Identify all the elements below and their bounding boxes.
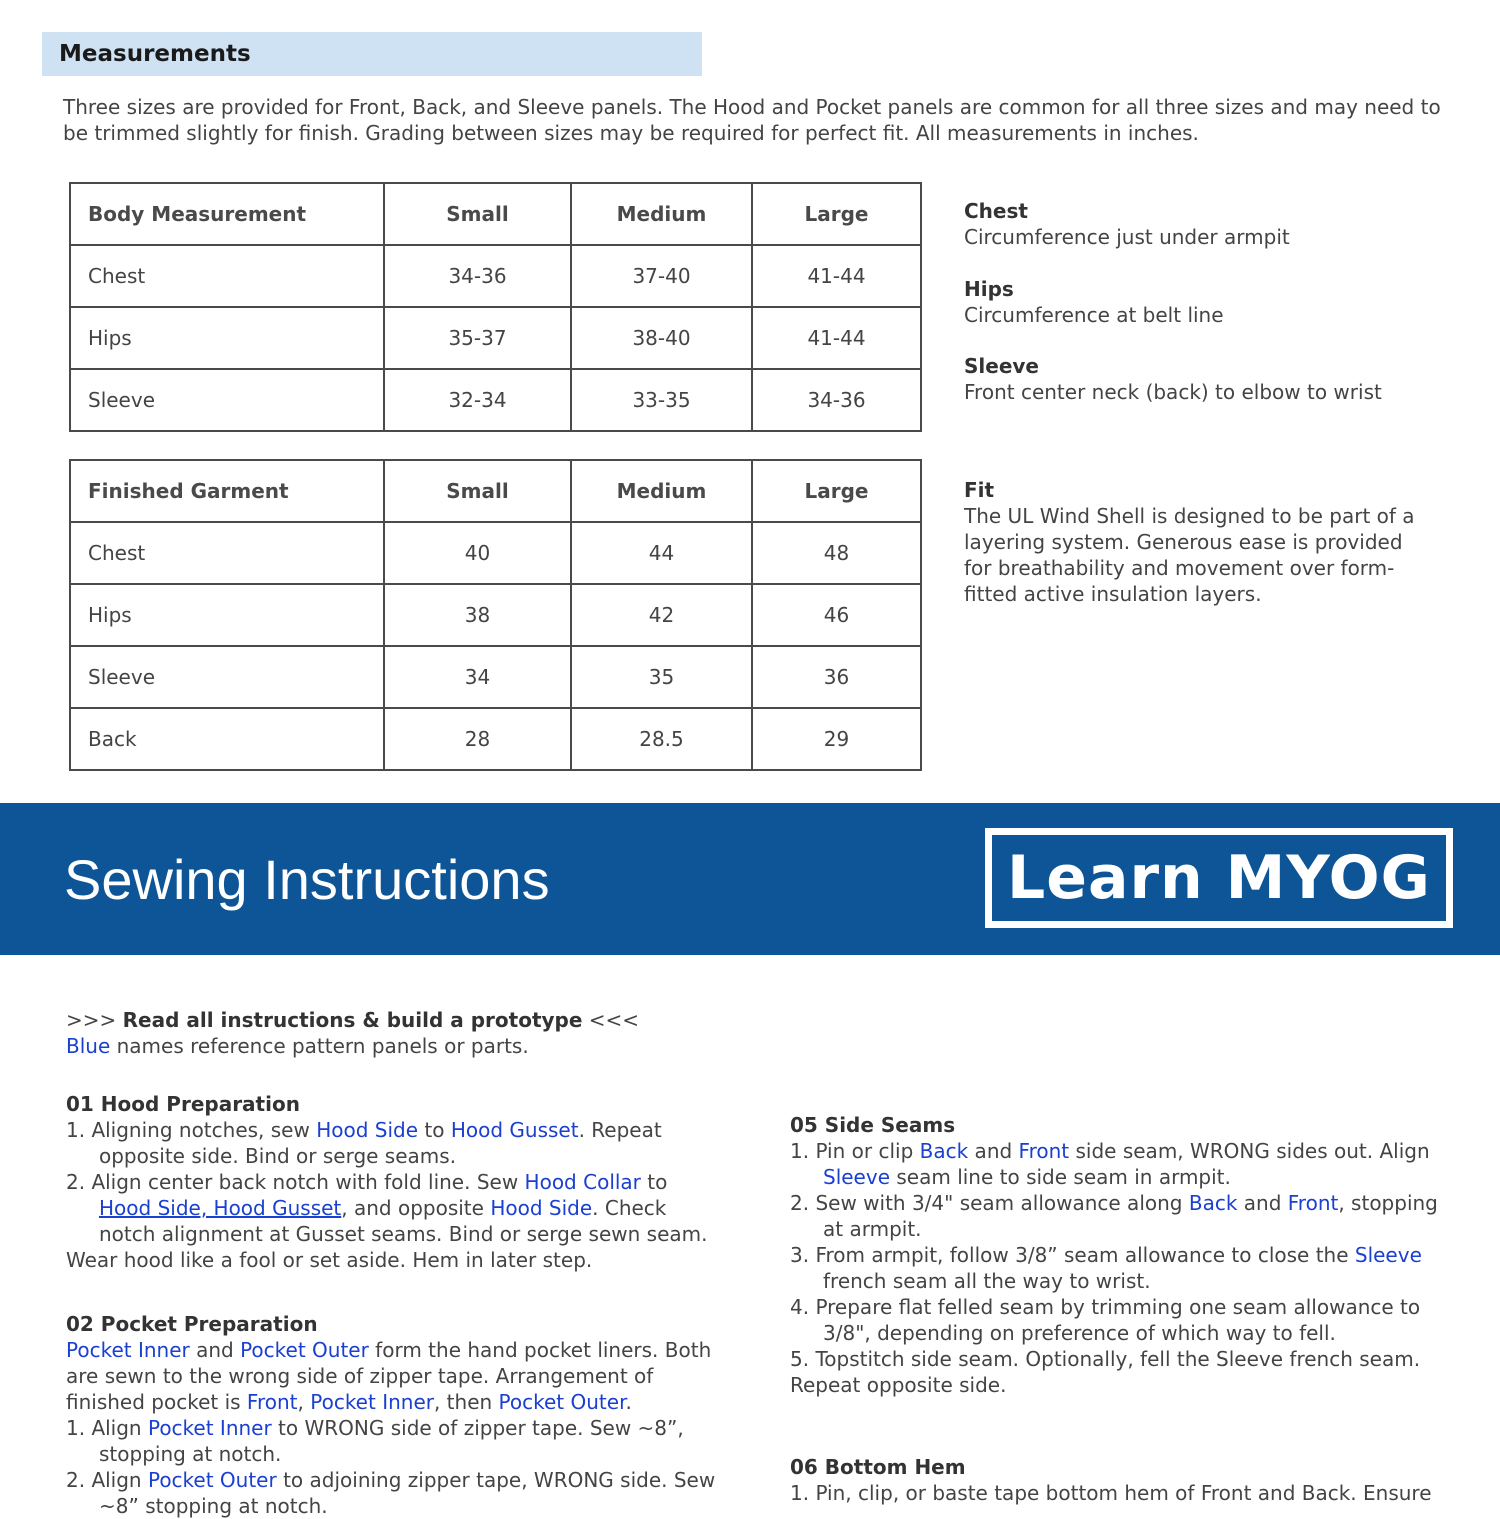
part-ref: Back bbox=[919, 1139, 969, 1163]
table-header-row bbox=[70, 460, 921, 522]
part-ref: Back bbox=[1188, 1191, 1238, 1215]
note-text: Circumference at belt line bbox=[964, 303, 1224, 327]
step-item: Wear hood like a fool or set aside. Hem in later step. bbox=[66, 1248, 593, 1272]
row-label: Hips bbox=[70, 307, 384, 369]
table-cell: 28 bbox=[384, 708, 571, 770]
bottom-hem-section bbox=[790, 1454, 1440, 1506]
part-ref: Hood Side, Hood Gusset bbox=[99, 1196, 342, 1220]
step-text: to adjoining zipper tape, WRONG side. Sew ~8” stopping at notch. bbox=[99, 1468, 716, 1518]
step-text: to bbox=[640, 1170, 668, 1194]
column-header: Small bbox=[384, 460, 571, 522]
part-ref: Hood Side bbox=[490, 1196, 593, 1220]
step-item bbox=[66, 1467, 716, 1519]
part-ref: Pocket Inner bbox=[310, 1390, 434, 1414]
note-text: Circumference just under armpit bbox=[964, 225, 1290, 249]
sewing-instructions-banner bbox=[0, 803, 1500, 955]
step-text: . bbox=[625, 1390, 632, 1414]
row-label: Sleeve bbox=[70, 646, 384, 708]
part-ref: Front bbox=[1018, 1139, 1070, 1163]
table-cell: 38 bbox=[384, 584, 571, 646]
table-cell: 42 bbox=[571, 584, 752, 646]
table-cell: 32-34 bbox=[384, 369, 571, 431]
step-text: 2. Align center back notch with fold line. Sew bbox=[66, 1170, 525, 1194]
prototype-line bbox=[66, 1007, 726, 1033]
table-cell: 41-44 bbox=[752, 307, 921, 369]
table-cell: 33-35 bbox=[571, 369, 752, 431]
step-text: , bbox=[297, 1390, 311, 1414]
table-cell: 40 bbox=[384, 522, 571, 584]
step-text: , then bbox=[433, 1390, 499, 1414]
column-header: Small bbox=[384, 183, 571, 245]
table-header-row bbox=[70, 183, 921, 245]
section-title: 01 Hood Preparation bbox=[66, 1092, 300, 1116]
learn-myog-logo bbox=[985, 828, 1453, 928]
note-title: Chest bbox=[964, 199, 1028, 223]
step-text: . Check notch alignment at Gusset seams. Bind or serge sewn seam. bbox=[99, 1196, 708, 1246]
row-label: Chest bbox=[70, 245, 384, 307]
part-ref: Sleeve bbox=[1354, 1243, 1422, 1267]
note-fit bbox=[964, 477, 1434, 607]
part-ref: Hood Side bbox=[316, 1118, 419, 1142]
part-ref: Front bbox=[1287, 1191, 1339, 1215]
measurements-heading: Measurements bbox=[42, 32, 702, 76]
table-row bbox=[70, 646, 921, 708]
table-row bbox=[70, 584, 921, 646]
step-text: to bbox=[418, 1118, 451, 1142]
step-item: 5. Topstitch side seam. Optionally, fell the Sleeve french seam. bbox=[790, 1347, 1421, 1371]
prototype-suffix: <<< bbox=[582, 1008, 640, 1032]
note-text: Front center neck (back) to elbow to wrist bbox=[964, 380, 1382, 404]
step-text: form the hand pocket liners. Both are sewn to the wrong side of zipper tape. Arrangement of finished pocket is bbox=[66, 1338, 712, 1414]
table-row bbox=[70, 522, 921, 584]
prototype-prefix: >>> bbox=[66, 1008, 123, 1032]
step-text: seam line to side seam in armpit. bbox=[890, 1165, 1231, 1189]
table-cell: 35 bbox=[571, 646, 752, 708]
part-ref: Front bbox=[246, 1390, 298, 1414]
column-header: Large bbox=[752, 183, 921, 245]
step-item bbox=[790, 1138, 1440, 1190]
step-item: 4. Prepare flat felled seam by trimming one seam allowance to 3/8", depending on preference of which way to fell. bbox=[790, 1295, 1421, 1345]
table-cell: 48 bbox=[752, 522, 921, 584]
step-text: side seam, WRONG sides out. Align bbox=[1069, 1139, 1430, 1163]
step-text: 3. From armpit, follow 3/8” seam allowance to close the bbox=[790, 1243, 1355, 1267]
step-text: 1. Aligning notches, sew bbox=[66, 1118, 317, 1142]
part-ref: Sleeve bbox=[823, 1165, 891, 1189]
step-text: and bbox=[968, 1139, 1019, 1163]
step-item: 1. Pin, clip, or baste tape bottom hem of Front and Back. Ensure bbox=[790, 1481, 1432, 1505]
table-cell: 36 bbox=[752, 646, 921, 708]
hood-preparation-section bbox=[66, 1091, 716, 1273]
table-cell: 35-37 bbox=[384, 307, 571, 369]
table-row bbox=[70, 708, 921, 770]
table-cell: 38-40 bbox=[571, 307, 752, 369]
note-title: Hips bbox=[964, 277, 1014, 301]
column-header: Finished Garment bbox=[70, 460, 384, 522]
part-ref: Pocket Outer bbox=[498, 1390, 626, 1414]
step-text: 1. Align bbox=[66, 1416, 148, 1440]
table-cell: 37-40 bbox=[571, 245, 752, 307]
row-label: Chest bbox=[70, 522, 384, 584]
table-cell: 41-44 bbox=[752, 245, 921, 307]
note-title: Sleeve bbox=[964, 354, 1039, 378]
instructions-intro bbox=[66, 1007, 726, 1059]
step-item bbox=[66, 1415, 716, 1467]
row-label: Back bbox=[70, 708, 384, 770]
step-item bbox=[66, 1117, 716, 1169]
step-text: 1. Pin or clip bbox=[790, 1139, 920, 1163]
table-cell: 34-36 bbox=[752, 369, 921, 431]
blue-legend bbox=[66, 1033, 726, 1059]
step-text: 2. Align bbox=[66, 1468, 148, 1492]
part-ref: Hood Collar bbox=[524, 1170, 641, 1194]
row-label: Sleeve bbox=[70, 369, 384, 431]
side-seams-section bbox=[790, 1112, 1440, 1398]
table-cell: 29 bbox=[752, 708, 921, 770]
step-item bbox=[790, 1190, 1440, 1242]
blue-legend-text: names reference pattern panels or parts. bbox=[110, 1034, 529, 1058]
measurements-intro: Three sizes are provided for Front, Back, and Sleeve panels. The Hood and Pocket panels are common for all three sizes and may need to be trimmed slightly for finish. Grading between sizes may be required for perfect fit. All measurements in inches. bbox=[63, 95, 1441, 145]
column-header: Large bbox=[752, 460, 921, 522]
pocket-preparation-section bbox=[66, 1311, 716, 1519]
table-cell: 34 bbox=[384, 646, 571, 708]
part-ref: Pocket Inner bbox=[147, 1416, 272, 1440]
part-ref: Pocket Outer bbox=[240, 1338, 369, 1362]
step-text: and bbox=[189, 1338, 241, 1362]
logo-text: Learn MYOG bbox=[1007, 843, 1431, 913]
table-row bbox=[70, 307, 921, 369]
note-chest bbox=[964, 198, 1434, 250]
table-row bbox=[70, 369, 921, 431]
prototype-text: Read all instructions & build a prototype bbox=[122, 1008, 583, 1032]
banner-title: Sewing Instructions bbox=[64, 848, 550, 911]
table-cell: 46 bbox=[752, 584, 921, 646]
step-item bbox=[66, 1169, 716, 1247]
finished-garment-table bbox=[69, 459, 922, 771]
part-ref: Hood Gusset bbox=[450, 1118, 579, 1142]
part-ref: Pocket Inner bbox=[66, 1338, 190, 1362]
step-text: french seam all the way to wrist. bbox=[823, 1269, 1151, 1293]
blue-word: Blue bbox=[66, 1034, 111, 1058]
part-ref: Pocket Outer bbox=[147, 1468, 277, 1492]
step-text: to WRONG side of zipper tape. Sew ~8”, stopping at notch. bbox=[99, 1416, 684, 1466]
table-cell: 44 bbox=[571, 522, 752, 584]
step-text: 2. Sew with 3/4" seam allowance along bbox=[790, 1191, 1189, 1215]
pocket-description bbox=[66, 1337, 716, 1415]
column-header: Medium bbox=[571, 460, 752, 522]
body-measurement-table bbox=[69, 182, 922, 432]
table-row bbox=[70, 245, 921, 307]
note-text: The UL Wind Shell is designed to be part of a layering system. Generous ease is provided for breathability and movement over form-fitted active insulation layers. bbox=[964, 504, 1415, 606]
step-text: , and opposite bbox=[341, 1196, 491, 1220]
column-header: Medium bbox=[571, 183, 752, 245]
note-hips bbox=[964, 276, 1434, 328]
section-title: 06 Bottom Hem bbox=[790, 1455, 966, 1479]
row-label: Hips bbox=[70, 584, 384, 646]
table-cell: 28.5 bbox=[571, 708, 752, 770]
step-text: . Repeat opposite side. Bind or serge seams. bbox=[99, 1118, 662, 1168]
step-item bbox=[790, 1242, 1440, 1294]
note-title: Fit bbox=[964, 478, 995, 502]
note-sleeve bbox=[964, 353, 1434, 405]
step-text: and bbox=[1237, 1191, 1288, 1215]
section-title: 05 Side Seams bbox=[790, 1113, 956, 1137]
step-item: Repeat opposite side. bbox=[790, 1373, 1007, 1397]
step-text: , stopping at armpit. bbox=[823, 1191, 1438, 1241]
table-cell: 34-36 bbox=[384, 245, 571, 307]
column-header: Body Measurement bbox=[70, 183, 384, 245]
section-title: 02 Pocket Preparation bbox=[66, 1312, 318, 1336]
